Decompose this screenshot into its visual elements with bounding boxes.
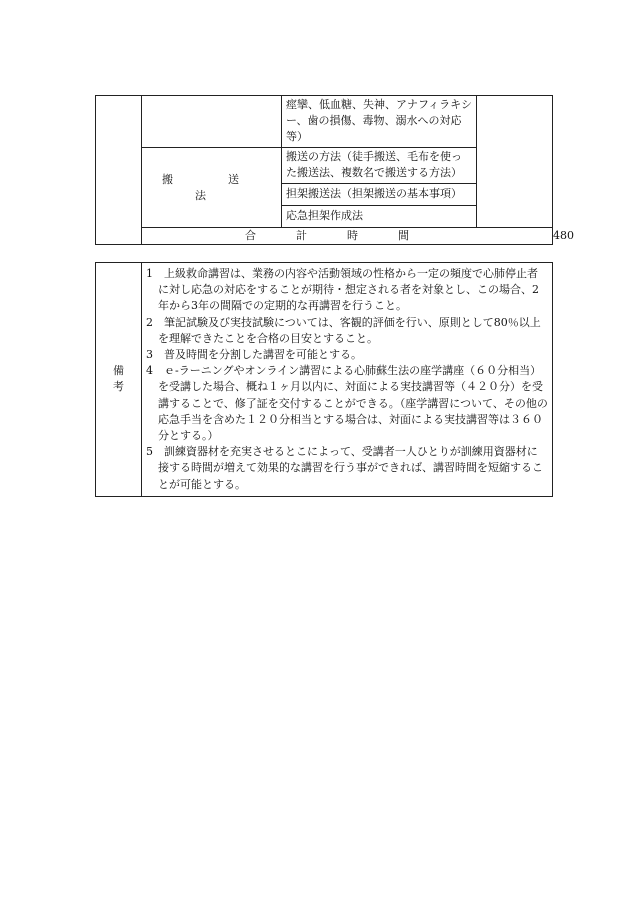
content-text: 搬送の方法（徒手搬送、毛布を使った搬送法、複数名で搬送する方法）: [286, 150, 462, 179]
content-text: 痙攣、低血糖、失神、アナフィラキシー、歯の損傷、毒物、溺水への対応等）: [286, 98, 473, 143]
notes-list: [142, 263, 552, 496]
section-cell: [142, 148, 294, 228]
note-item: 5 訓練資器材を充実させるとこによって、受講者一人ひとりが訓練用資器材に接する時間が増えて効果的な講習を行う事ができれば、講習時間を短縮することが可能とする。: [146, 445, 543, 491]
total-label: 合計時間: [245, 229, 449, 242]
table-row: [96, 96, 553, 148]
note-item: 1 上級救命講習は、業務の内容や活動領域の性格から一定の頻度で心肺停止者に対し応急の対応をすることが期待・想定される者を対象とし、この場合、2年から3年の間隔での定期的な再講習を行うこと。: [146, 267, 539, 313]
note-item: 2 筆記試験及び実技試験については、客観的評価を行い、原則として80％以上を理解できたことを合格の目安とすること。: [146, 315, 541, 345]
notes-header-cell: [96, 263, 142, 497]
content-text: 担架搬送法（担架搬送の基本事項）: [286, 187, 462, 200]
hours-cell: [477, 96, 553, 228]
content-cell: [282, 96, 477, 148]
content-cell: [282, 184, 477, 206]
notes-table: [95, 262, 553, 497]
notes-row: [96, 263, 553, 497]
notes-content-cell: [142, 263, 553, 497]
content-text: 応急担架作成法: [286, 209, 363, 222]
total-row: [96, 228, 553, 245]
curriculum-table: [95, 95, 574, 245]
notes-header-text: 備考: [113, 364, 124, 394]
total-value: 480: [553, 229, 574, 242]
category-cell: [96, 96, 142, 245]
content-cell: [282, 206, 477, 228]
total-label-cell: [142, 228, 553, 245]
note-item: 4 ｅ-ラーニングやオンライン講習による心肺蘇生法の座学講座（６０分相当）を受講した場合、概ね１ヶ月以内に、対面による実技講習等（４２０分）を受講することで、修了証を交付することができる。（座学講習について、その他の応急手当を含めた１２０分相当とする場合は、対面による実技講習等は３６０分とする。）: [146, 364, 548, 443]
content-cell: [282, 148, 477, 184]
note-item: 3 普及時間を分割した講習を可能とする。: [146, 348, 362, 362]
notes-header: [96, 363, 141, 395]
section-label: 搬 送 法: [162, 172, 294, 202]
section-cell-empty: [142, 96, 282, 148]
